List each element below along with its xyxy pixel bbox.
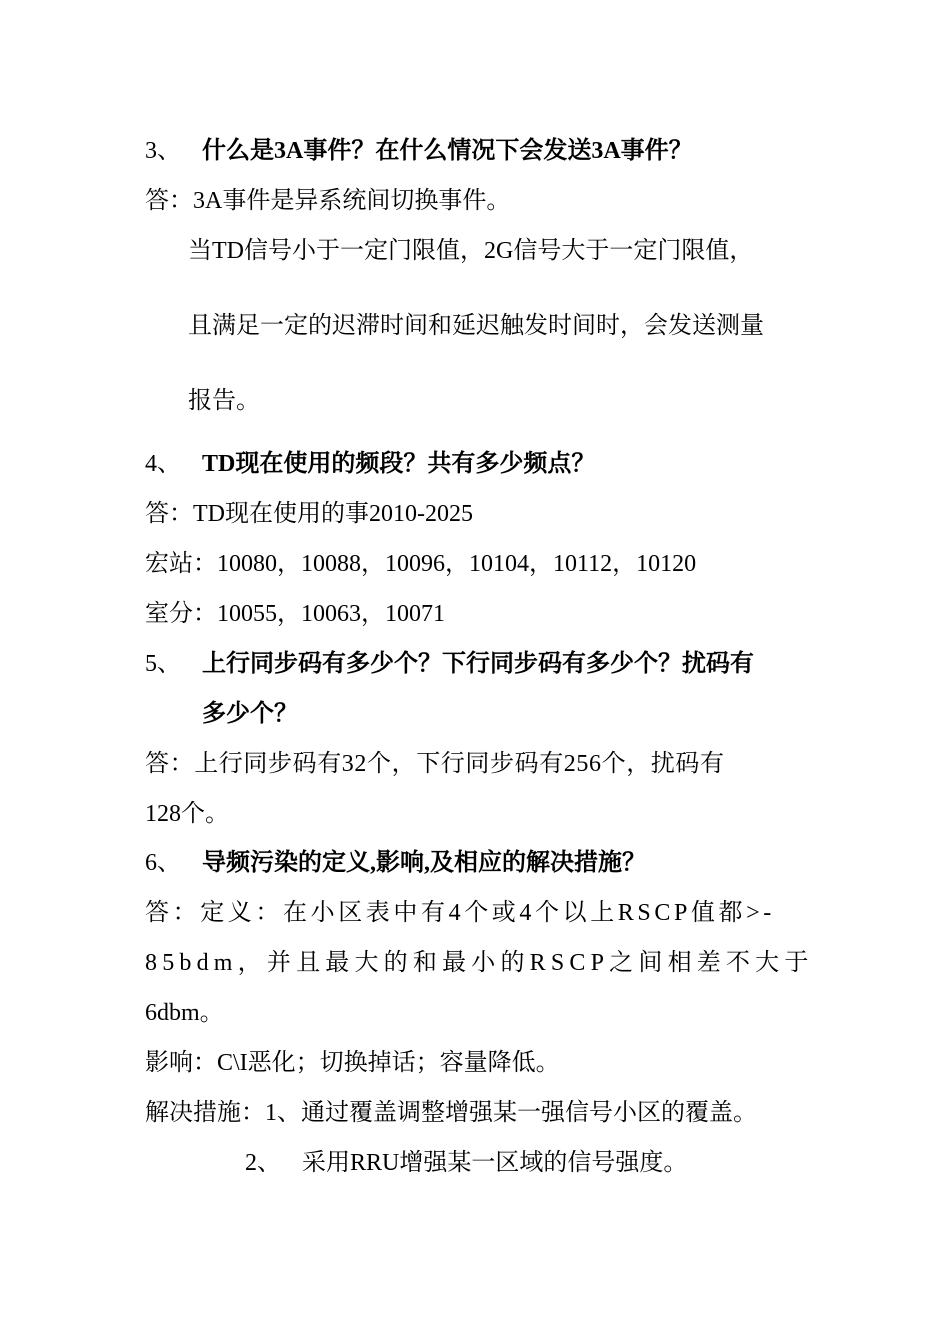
question-5-title-line-1: 上行同步码有多少个？下行同步码有多少个？扰码有 [202,651,754,677]
question-3-answer-line-3: 且满足一定的迟滞时间和延迟触发时间时，会发送测量 [188,313,764,339]
question-6-answer-line-5: 解决措施：1、通过覆盖调整增强某一强信号小区的覆盖。 [145,1100,757,1126]
question-3-title: 什么是3A事件？在什么情况下会发送3A事件？ [202,138,693,164]
question-5-answer-line-1: 答：上行同步码有32个，下行同步码有256个，扰码有 [145,751,725,777]
question-6-title: 导频污染的定义,影响,及相应的解决措施？ [202,850,646,876]
question-5-title-line-2: 多少个？ [202,701,298,727]
question-4-answer-line-3: 室分：10055，10063，10071 [145,601,445,627]
question-4-answer-line-1: 答：TD现在使用的事2010-2025 [145,501,473,527]
question-5-answer-line-2: 128个。 [145,801,229,827]
question-4-answer-line-2: 宏站：10080，10088，10096，10104，10112，10120 [145,551,697,577]
question-6-answer-line-2: 85bdm，并且最大的和最小的RSCP之间相差不大于 [145,950,814,976]
question-6-answer-line-3: 6dbm。 [145,1000,224,1026]
question-3-answer-line-2: 当TD信号小于一定门限值，2G信号大于一定门限值， [188,238,754,264]
question-3-number: 3、 [145,138,181,164]
question-3-answer-line-1: 答：3A事件是异系统间切换事件。 [145,188,511,214]
question-6-answer-line-1: 答：定义：在小区表中有4个或4个以上RSCP值都>- [145,900,775,926]
question-6-answer-line-4: 影响：C\I恶化；切换掉话；容量降低。 [145,1050,560,1076]
question-6-sub-item-number: 2、 [245,1150,281,1176]
question-6-number: 6、 [145,850,181,876]
question-6-sub-item-text: 采用RRU增强某一区域的信号强度。 [302,1150,688,1176]
question-5-number: 5、 [145,651,181,677]
question-3-answer-line-4: 报告。 [188,388,260,414]
question-4-title: TD现在使用的频段？共有多少频点？ [202,451,596,477]
question-4-number: 4、 [145,451,181,477]
